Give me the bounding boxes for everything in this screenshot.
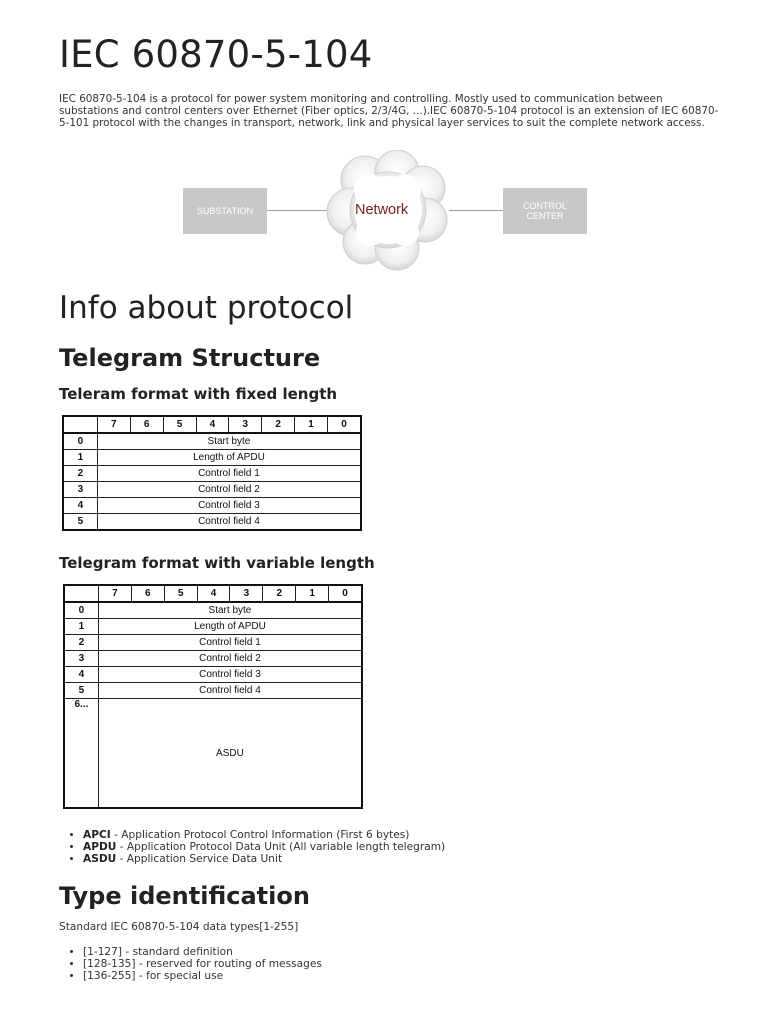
row-index: 4 [64, 667, 98, 683]
row-label: Control field 4 [98, 683, 362, 699]
bit-cell: 4 [197, 585, 230, 602]
bit-cell: 7 [97, 416, 130, 433]
list-item: • [128-135] - reserved for routing of messages [83, 959, 322, 971]
row-label: Length of APDU [97, 450, 361, 466]
variable-length-heading: Telegram format with variable length [59, 554, 375, 572]
term-description: - Application Service Data Unit [116, 852, 283, 865]
connector-line-left [267, 210, 329, 211]
row-label: Control field 2 [97, 482, 361, 498]
row-index: 5 [64, 683, 98, 699]
bit-cell: 5 [164, 585, 197, 602]
row-index: 3 [64, 651, 98, 667]
row-index: 2 [64, 635, 98, 651]
table-row [63, 482, 361, 498]
control-center-box [503, 188, 587, 234]
row-label: Control field 3 [98, 667, 362, 683]
bit-cell: 1 [295, 416, 328, 433]
term: ASDU [83, 852, 117, 865]
network-diagram [183, 150, 587, 272]
network-label: Network [355, 202, 409, 218]
definition-list [59, 830, 445, 865]
bit-cell: 3 [229, 416, 262, 433]
list-item [83, 854, 445, 866]
row-label: Control field 1 [98, 635, 362, 651]
row-index: 1 [64, 619, 98, 635]
table-row [63, 466, 361, 482]
list-item: • [136-255] - for special use [83, 971, 322, 983]
table-row [63, 450, 361, 466]
table-row [63, 514, 361, 531]
table-row [64, 602, 362, 619]
row-label: Control field 3 [97, 498, 361, 514]
intro-paragraph: IEC 60870-5-104 is a protocol for power system monitoring and controlling. Mostly used to communication between substations and control centers over Ethernet (Fiber optics, 2/3/4G, ...).IEC 60870-5-104 protocol is an extension of IEC 60870-5-101 protocol with the changes in transport, network, link and physical layer services to suit the complete network access. [59, 93, 719, 129]
fixed-length-table [62, 415, 362, 531]
type-identification-text: Standard IEC 60870-5-104 data types[1-255] [59, 921, 299, 933]
bit-cell: 6 [131, 585, 164, 602]
bit-cell: 0 [328, 416, 362, 433]
table-row [64, 651, 362, 667]
bit-header-row [63, 416, 361, 433]
table-row [64, 635, 362, 651]
row-label: Control field 4 [97, 514, 361, 531]
table-row [63, 498, 361, 514]
row-index: 2 [63, 466, 97, 482]
table-row [63, 433, 361, 450]
term-description: - Application Protocol Data Unit (All variable length telegram) [116, 840, 446, 853]
row-index: 3 [63, 482, 97, 498]
control-center-label-line1: CONTROL [522, 201, 567, 211]
page-title: IEC 60870-5-104 [59, 33, 373, 76]
table-row [64, 667, 362, 683]
substation-box [183, 188, 267, 234]
row-label: Start byte [98, 602, 362, 619]
row-label: Control field 1 [97, 466, 361, 482]
bit-cell: 1 [296, 585, 329, 602]
term-description: - Application Protocol Control Information (First 6 bytes) [110, 829, 410, 841]
bit-cell: 4 [196, 416, 229, 433]
row-index: 4 [63, 498, 97, 514]
list-item: • [1-127] - standard definition [83, 947, 322, 959]
table-row [64, 683, 362, 699]
row-label: Length of APDU [98, 619, 362, 635]
bit-cell: 2 [263, 585, 296, 602]
row-label: Start byte [97, 433, 361, 450]
bit-cell: 0 [329, 585, 362, 602]
bit-header-row [64, 585, 362, 602]
term: APCI [83, 829, 111, 841]
control-center-label-line2: CENTER [526, 211, 564, 221]
bit-cell: 7 [98, 585, 131, 602]
type-identification-heading: Type identification [59, 882, 310, 910]
corner-cell [63, 416, 97, 433]
row-index: 1 [63, 450, 97, 466]
connector-line-right [449, 210, 503, 211]
telegram-structure-heading: Telegram Structure [59, 344, 321, 372]
variable-length-table [63, 584, 363, 809]
corner-cell [64, 585, 98, 602]
row-index: 0 [63, 433, 97, 450]
term: APDU [83, 840, 117, 853]
row-index: 6... [64, 699, 98, 809]
type-range-list [59, 947, 322, 982]
bit-cell: 6 [130, 416, 163, 433]
asdu-label: ASDU [98, 699, 362, 809]
asdu-row [64, 699, 362, 809]
bit-cell: 2 [262, 416, 295, 433]
row-index: 0 [64, 602, 98, 619]
fixed-length-heading: Teleram format with fixed length [59, 385, 338, 403]
bit-cell: 5 [163, 416, 196, 433]
row-index: 5 [63, 514, 97, 531]
table-row [64, 619, 362, 635]
bit-cell: 3 [230, 585, 263, 602]
substation-label: SUBSTATION [196, 206, 254, 216]
row-label: Control field 2 [98, 651, 362, 667]
section-title: Info about protocol [59, 290, 354, 326]
